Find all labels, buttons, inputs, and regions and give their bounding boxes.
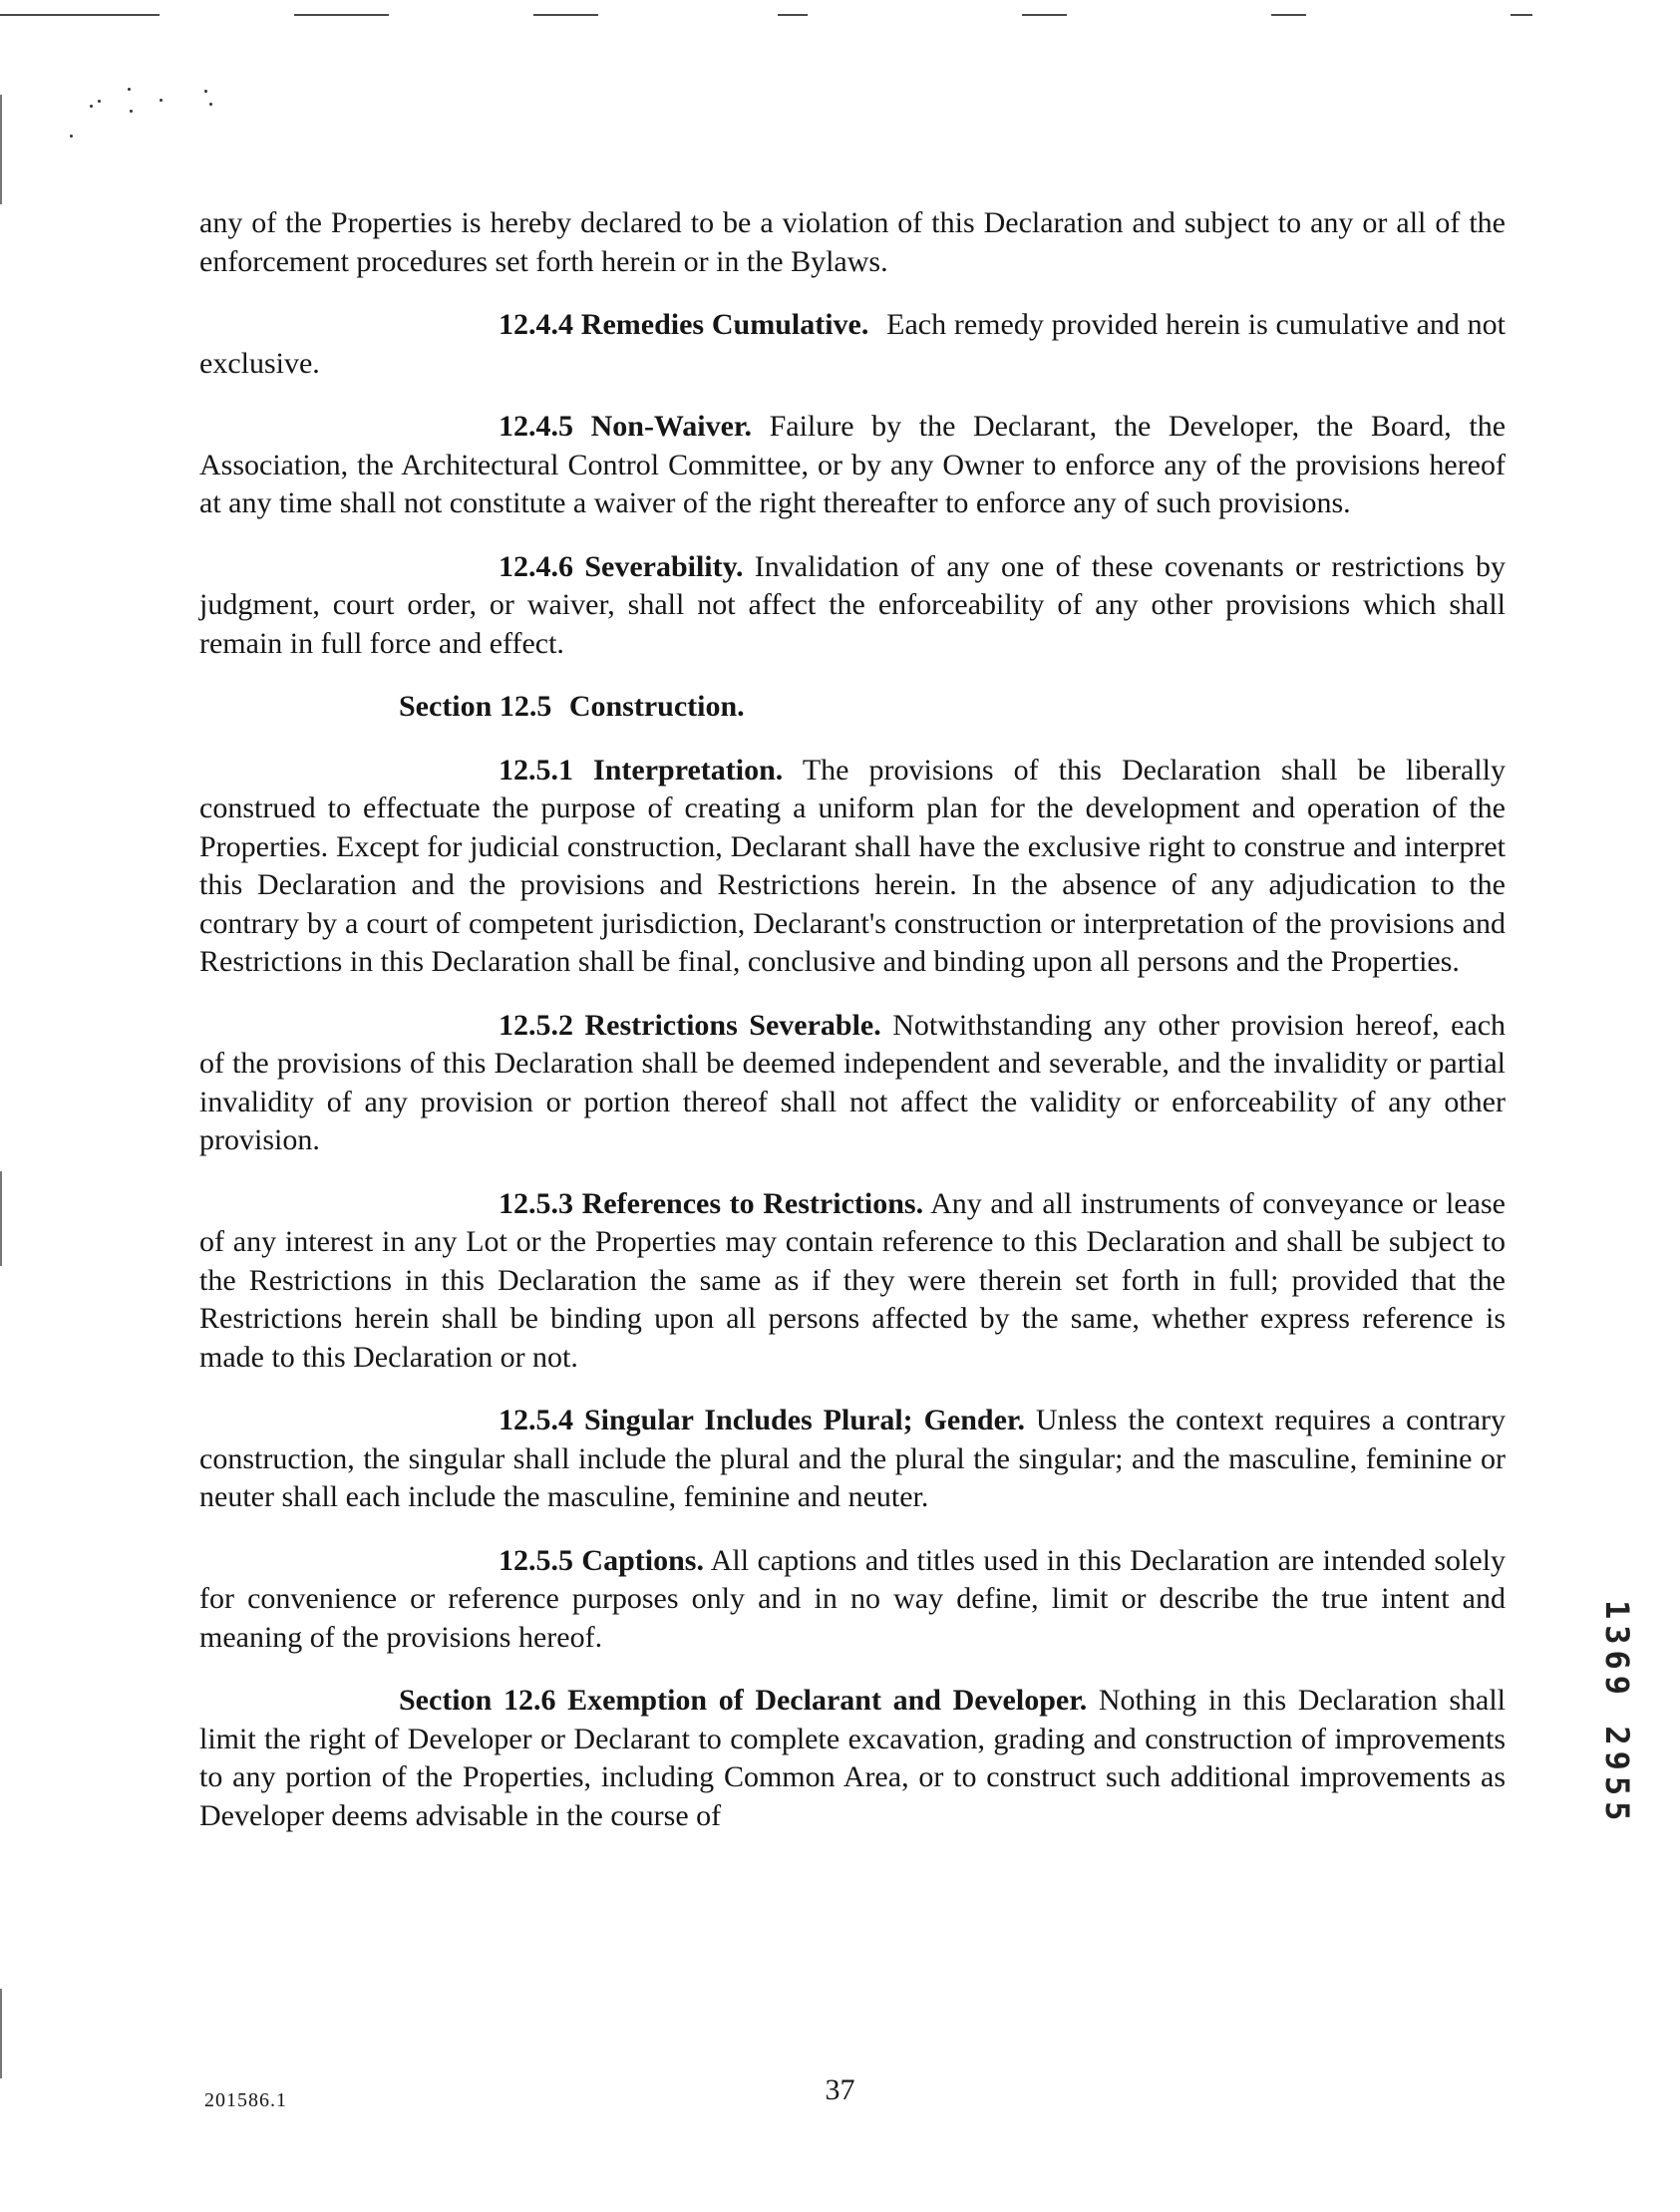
subsection-number: 12.4.5 xyxy=(499,410,573,443)
scan-speck xyxy=(204,90,207,93)
subsection-body: Any and all instruments of conveyance or lease of any interest in any Lot or the Properties may contain reference to this Declaration and shall be subject to the Restrictions in this Declaration the same as if they were therein set forth in full; provided that the Restrictions herein shall be binding upon all persons affected by the same, whether express reference is made to this Declaration or not. xyxy=(199,1186,1506,1374)
scan-artifact-line xyxy=(778,14,808,16)
page-number: 37 xyxy=(825,2073,855,2106)
subsection-body: Unless the context requires a contrary construction, the singular shall include the plural and the plural the singular; and the masculine, feminine or neuter shall each include the masculine, feminine and neuter. xyxy=(199,1404,1507,1513)
section-12-5-heading xyxy=(199,688,1506,727)
subsection-body: The provisions of this Declaration shall be liberally construed to effectuate the purpose of creating a uniform plan for the development and operation of the Properties. Except for judicial construction, Declarant shall have the exclusive right to construe and interpret this Declaration and the provisions and Restrictions herein. In the absence of any adjudication to the contrary by a court of competent jurisdiction, Declarant's construction or interpretation of the provisions and Restrictions in this Declaration shall be final, conclusive and binding upon all persons and the Properties. xyxy=(199,753,1506,978)
section-label: Section 12.6 xyxy=(399,1684,556,1717)
scan-artifact-edge xyxy=(0,95,2,204)
scan-speck xyxy=(130,110,133,113)
subsection-12-4-5 xyxy=(199,408,1506,523)
scan-artifact-edge xyxy=(0,1171,2,1266)
scan-speck xyxy=(90,105,93,108)
subsection-number: 12.5.3 xyxy=(499,1186,573,1220)
scan-speck xyxy=(128,88,131,91)
subsection-number: 12.4.4 xyxy=(499,308,573,341)
subsection-12-5-2 xyxy=(199,1007,1506,1160)
section-title: Construction. xyxy=(568,690,745,723)
scan-artifact-line xyxy=(0,14,160,16)
subsection-body: Invalidation of any one of these covenants or restrictions by judgment, court order, or waiver, shall not affect the enforceability of any other provisions which shall remain in full force and effect. xyxy=(199,549,1507,660)
scan-speck xyxy=(98,100,101,103)
subsection-title: Non-Waiver. xyxy=(590,410,752,443)
document-id: 201586.1 xyxy=(204,2089,287,2111)
subsection-body: Failure by the Declarant, the Developer, the Board, the Association, the Architectural Control Committee, or by any Owner to enforce any of the provisions hereof at any time shall not constitute a waiver of the right thereafter to enforce any of such provisions. xyxy=(199,410,1507,519)
subsection-12-5-4 xyxy=(199,1402,1506,1517)
subsection-number: 12.4.6 xyxy=(499,549,573,583)
section-12-6 xyxy=(199,1682,1506,1835)
subsection-12-5-1 xyxy=(199,752,1506,982)
subsection-12-5-5 xyxy=(199,1542,1506,1658)
scan-artifact-line xyxy=(1511,14,1532,16)
section-title: Exemption of Declarant and Developer. xyxy=(567,1684,1088,1717)
section-body: Nothing in this Declaration shall limit the right of Developer or Declarant to complete excavation, grading and construction of improvements to any portion of the Properties, including Common Area, or to construct such additional improvements as Developer deems advisable in the course of xyxy=(199,1684,1506,1832)
continuation-paragraph: any of the Properties is hereby declared to be a violation of this Declaration and subject to any or all of the enforcement procedures set forth herein or in the Bylaws. xyxy=(199,206,1506,278)
subsection-title: Interpretation. xyxy=(593,753,784,787)
scan-artifact-edge xyxy=(0,1989,2,2078)
scan-speck xyxy=(209,103,212,106)
subsection-body: Each remedy provided herein is cumulative and not exclusive. xyxy=(199,308,1507,380)
subsection-title: References to Restrictions. xyxy=(581,1186,924,1220)
subsection-title: Restrictions Severable. xyxy=(584,1008,881,1042)
subsection-title: Remedies Cumulative. xyxy=(580,308,869,341)
subsection-number: 12.5.5 xyxy=(499,1543,573,1577)
subsection-title: Captions. xyxy=(581,1543,704,1577)
subsection-number: 12.5.2 xyxy=(499,1008,573,1042)
document-body xyxy=(199,204,1506,1835)
margin-stamp: 1369 2955 xyxy=(1598,1600,1636,1827)
subsection-title: Severability. xyxy=(584,549,744,583)
subsection-number: 12.5.1 xyxy=(499,753,573,787)
subsection-12-4-6 xyxy=(199,548,1506,664)
scan-speck xyxy=(160,99,163,102)
scan-artifact-line xyxy=(294,14,389,16)
subsection-title: Singular Includes Plural; Gender. xyxy=(583,1404,1025,1436)
scan-artifact-line xyxy=(1022,14,1067,16)
scan-artifact-line xyxy=(533,14,598,16)
subsection-12-5-3 xyxy=(199,1185,1506,1378)
section-label: Section 12.5 xyxy=(399,690,552,723)
scan-speck xyxy=(70,135,73,138)
subsection-body: Notwithstanding any other provision hereof, each of the provisions of this Declaration shall be deemed independent and severable, and the invalidity or partial invalidity of any provision or portion thereof shall not affect the validity or enforceability of any other provision. xyxy=(199,1008,1507,1156)
subsection-number: 12.5.4 xyxy=(499,1404,573,1436)
subsection-body: All captions and titles used in this Declaration are intended solely for convenience or reference purposes only and in no way define, limit or describe the true intent and meaning of the provisions hereof. xyxy=(199,1543,1506,1654)
scan-artifact-line xyxy=(1271,14,1306,16)
subsection-12-4-4 xyxy=(199,306,1506,383)
